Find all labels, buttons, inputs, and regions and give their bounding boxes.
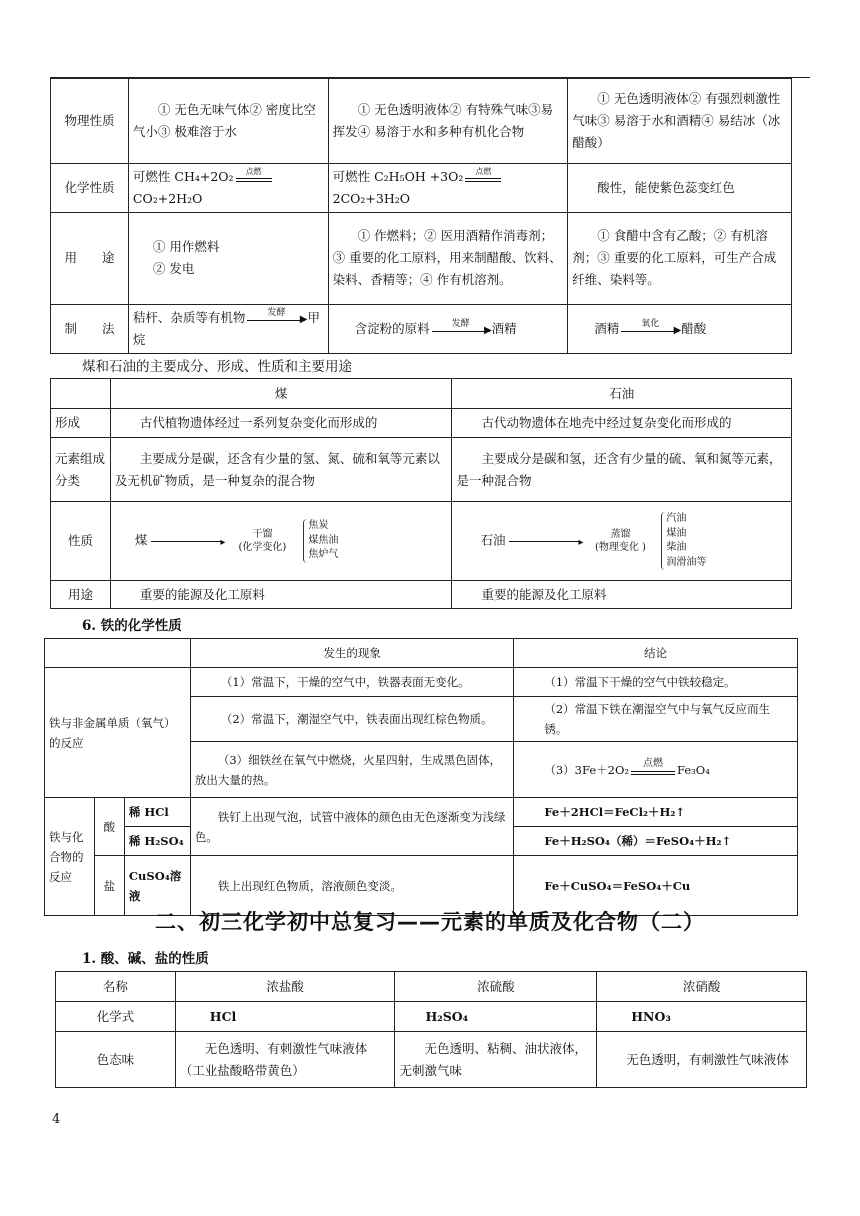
row-label-physical: 物理性质 xyxy=(51,79,129,164)
use-line: ① 用作燃料 xyxy=(152,239,220,255)
equation-left: 可燃性 C₂H₅OH +3O₂ xyxy=(332,169,464,184)
prep-source: 酒精 xyxy=(594,320,620,336)
phenomenon-1: （1）常温下，干燥的空气中，铁器表面无变化。 xyxy=(190,668,513,697)
methane-chemical xyxy=(128,164,328,213)
product-item: 煤油 xyxy=(666,527,687,539)
header-hcl: 浓盐酸 xyxy=(175,972,395,1002)
prep-source: 含淀粉的原料 xyxy=(354,320,430,336)
row-label-use: 用 途 xyxy=(51,212,129,304)
header-phenomenon: 发生的现象 xyxy=(190,639,513,668)
arrow-icon xyxy=(509,541,579,542)
appearance-hcl: 无色透明、有刺激性气味液体（工业盐酸略带黄色） xyxy=(175,1032,395,1088)
product-item: 焦炭 xyxy=(308,520,329,532)
prep-product: 酒精 xyxy=(491,320,517,336)
row-label-chemical: 化学性质 xyxy=(51,164,129,213)
oil-properties xyxy=(452,502,792,581)
header-conclusion: 结论 xyxy=(514,639,798,668)
arrow-label: 发酵 xyxy=(267,308,286,319)
reagent-h2so4: 稀 H₂SO₄ xyxy=(124,827,190,856)
process-label xyxy=(583,528,657,554)
label-compound: 铁与化合物的反应 xyxy=(45,798,95,916)
oil-formation: 古代动物遗体在地壳中经过复杂变化而形成的 xyxy=(452,409,792,438)
label-formula: 化学式 xyxy=(56,1002,176,1032)
prep-product: 甲烷 xyxy=(132,309,320,347)
condition-label: 点燃 xyxy=(245,166,262,176)
formula-hno3: HNO₃ xyxy=(597,1002,807,1032)
organics-table xyxy=(50,78,792,354)
equation-left: 可燃性 CH₄+2O₂ xyxy=(132,169,234,184)
arrow-icon: 发酵 ▶ xyxy=(247,311,305,325)
main-title: 二、初三化学初中总复习——元素的单质及化合物（二） xyxy=(155,910,705,934)
process-name: 干馏 xyxy=(252,529,273,540)
reagent-hcl: 稀 HCl xyxy=(124,798,190,827)
phenomenon-2: （2）常温下，潮湿空气中，铁表面出现红棕色物质。 xyxy=(190,697,513,742)
label-properties: 性质 xyxy=(51,502,111,581)
acid-phenomenon: 铁钉上出现气泡，试管中液体的颜色由无色逐渐变为浅绿色。 xyxy=(190,798,513,856)
coal-products xyxy=(303,519,338,563)
methane-prep xyxy=(128,304,328,353)
oil-use: 重要的能源及化工原料 xyxy=(452,581,792,609)
equation-h2so4: Fe＋H₂SO₄（稀）＝FeSO₄＋H₂↑ xyxy=(514,827,798,856)
coal-word: 煤 xyxy=(134,532,148,548)
arrow-icon: 发酵 ▶ xyxy=(432,322,490,336)
product-item: 柴油 xyxy=(666,542,687,553)
process-name: 蒸馏 xyxy=(610,529,631,540)
coal-formation: 古代植物遗体经过一系列复杂变化而形成的 xyxy=(110,409,452,438)
arrow-label: 氧化 xyxy=(641,319,660,330)
equation-right: 2CO₂+3H₂O xyxy=(332,190,410,206)
oil-elements: 主要成分是碳和氢，还含有少量的硫、氧和氮等元素，是一种混合物 xyxy=(452,438,792,502)
methane-use xyxy=(128,212,328,304)
label-elements: 元素组成分类 xyxy=(51,438,111,502)
header-coal: 煤 xyxy=(110,379,452,409)
header-oil: 石油 xyxy=(452,379,792,409)
section-heading-iron: 6. 铁的化学性质 xyxy=(82,618,182,634)
equation-cuso4: Fe＋CuSO₄＝FeSO₄＋Cu xyxy=(514,856,798,916)
oil-word: 石油 xyxy=(480,532,506,548)
header-name: 名称 xyxy=(56,972,176,1002)
label-acid: 酸 xyxy=(94,798,124,856)
blank-header xyxy=(45,639,191,668)
salt-phenomenon: 铁上出现红色物质，溶液颜色变淡。 xyxy=(190,856,513,916)
conclusion-2: （2）常温下铁在潮湿空气中与氧气反应而生锈。 xyxy=(514,697,798,742)
condition-label: 点燃 xyxy=(643,757,663,769)
product-item: 汽油 xyxy=(666,513,687,524)
process-type: (化学变化) xyxy=(238,542,287,553)
condition-label: 点燃 xyxy=(475,166,492,176)
coal-properties xyxy=(110,502,452,581)
conclusion-3 xyxy=(514,742,798,798)
formula-h2so4: H₂SO₄ xyxy=(395,1002,597,1032)
arrow-icon: 氧化 ▶ xyxy=(621,322,679,336)
coal-oil-table xyxy=(50,378,792,609)
process-type: (物理变化 ) xyxy=(594,542,646,553)
section-heading-acid: 1. 酸、碱、盐的性质 xyxy=(82,951,209,967)
product-item: 煤焦油 xyxy=(308,534,339,546)
product-item: 焦炉气 xyxy=(308,549,339,561)
label-salt: 盐 xyxy=(94,856,124,916)
label-formation: 形成 xyxy=(51,409,111,438)
coal-elements: 主要成分是碳，还含有少量的氢、氮、硫和氧等元素以及无机矿物质，是一种复杂的混合物 xyxy=(110,438,452,502)
iron-table xyxy=(44,638,798,916)
phenomenon-3: （3）细铁丝在氧气中燃烧，火星四射，生成黑色固体，放出大量的热。 xyxy=(190,742,513,798)
reagent-cuso4: CuSO₄溶液 xyxy=(124,856,190,916)
product-item: 润滑油等 xyxy=(666,556,707,568)
page-number: 4 xyxy=(52,1112,61,1127)
equation-right: Fe₃O₄ xyxy=(677,762,710,777)
appearance-h2so4: 无色透明、粘稠、油状液体，无刺激气味 xyxy=(395,1032,597,1088)
conclusion-1: （1）常温下干燥的空气中铁较稳定。 xyxy=(514,668,798,697)
acetic-prep xyxy=(568,304,792,353)
label-use: 用途 xyxy=(51,581,111,609)
prep-source: 秸杆、杂质等有机物 xyxy=(132,309,246,325)
section-heading-coal: 煤和石油的主要成分、形成、性质和主要用途 xyxy=(82,359,352,375)
appearance-hno3: 无色透明，有刺激性气味液体 xyxy=(597,1032,807,1088)
ethanol-prep xyxy=(328,304,568,353)
equals-sign xyxy=(236,166,272,185)
label-nonmetal: 铁与非金属单质（氧气）的反应 xyxy=(45,668,191,798)
prep-product: 醋酸 xyxy=(681,320,707,336)
ethanol-physical: ① 无色透明液体② 有特殊气味③易挥发④ 易溶于水和多种有机化合物 xyxy=(328,79,568,164)
equation-right: CO₂+2H₂O xyxy=(132,190,203,206)
label-appearance: 色态味 xyxy=(56,1032,176,1088)
arrow-icon xyxy=(151,541,221,542)
header-h2so4: 浓硫酸 xyxy=(395,972,597,1002)
equation-left: （3）3Fe＋2O₂ xyxy=(544,762,629,777)
equation-hcl: Fe＋2HCl＝FeCl₂＋H₂↑ xyxy=(514,798,798,827)
row-label-prep: 制 法 xyxy=(51,304,129,353)
equals-sign xyxy=(631,757,675,778)
arrow-label: 发酵 xyxy=(451,319,470,330)
header-hno3: 浓硝酸 xyxy=(597,972,807,1002)
oil-products xyxy=(661,512,706,570)
process-label xyxy=(225,528,299,554)
blank-header xyxy=(51,379,111,409)
use-line: ② 发电 xyxy=(152,261,195,277)
acetic-use: ① 食醋中含有乙酸；② 有机溶剂；③ 重要的化工原料，可生产合成纤维、染料等。 xyxy=(568,212,792,304)
acetic-chemical: 酸性，能使紫色蕊变红色 xyxy=(568,164,792,213)
coal-use: 重要的能源及化工原料 xyxy=(110,581,452,609)
ethanol-chemical xyxy=(328,164,568,213)
acids-table xyxy=(55,971,807,1088)
acetic-physical: ① 无色透明液体② 有强烈刺激性气味③ 易溶于水和酒精④ 易结冰（冰醋酸） xyxy=(568,79,792,164)
ethanol-use: ① 作燃料；② 医用酒精作消毒剂；③ 重要的化工原料，用来制醋酸、饮料、染料、香精等；④ 作有机溶剂。 xyxy=(328,212,568,304)
methane-physical: ① 无色无味气体② 密度比空气小③ 极难溶于水 xyxy=(128,79,328,164)
equals-sign xyxy=(465,166,501,185)
formula-hcl: HCl xyxy=(175,1002,395,1032)
